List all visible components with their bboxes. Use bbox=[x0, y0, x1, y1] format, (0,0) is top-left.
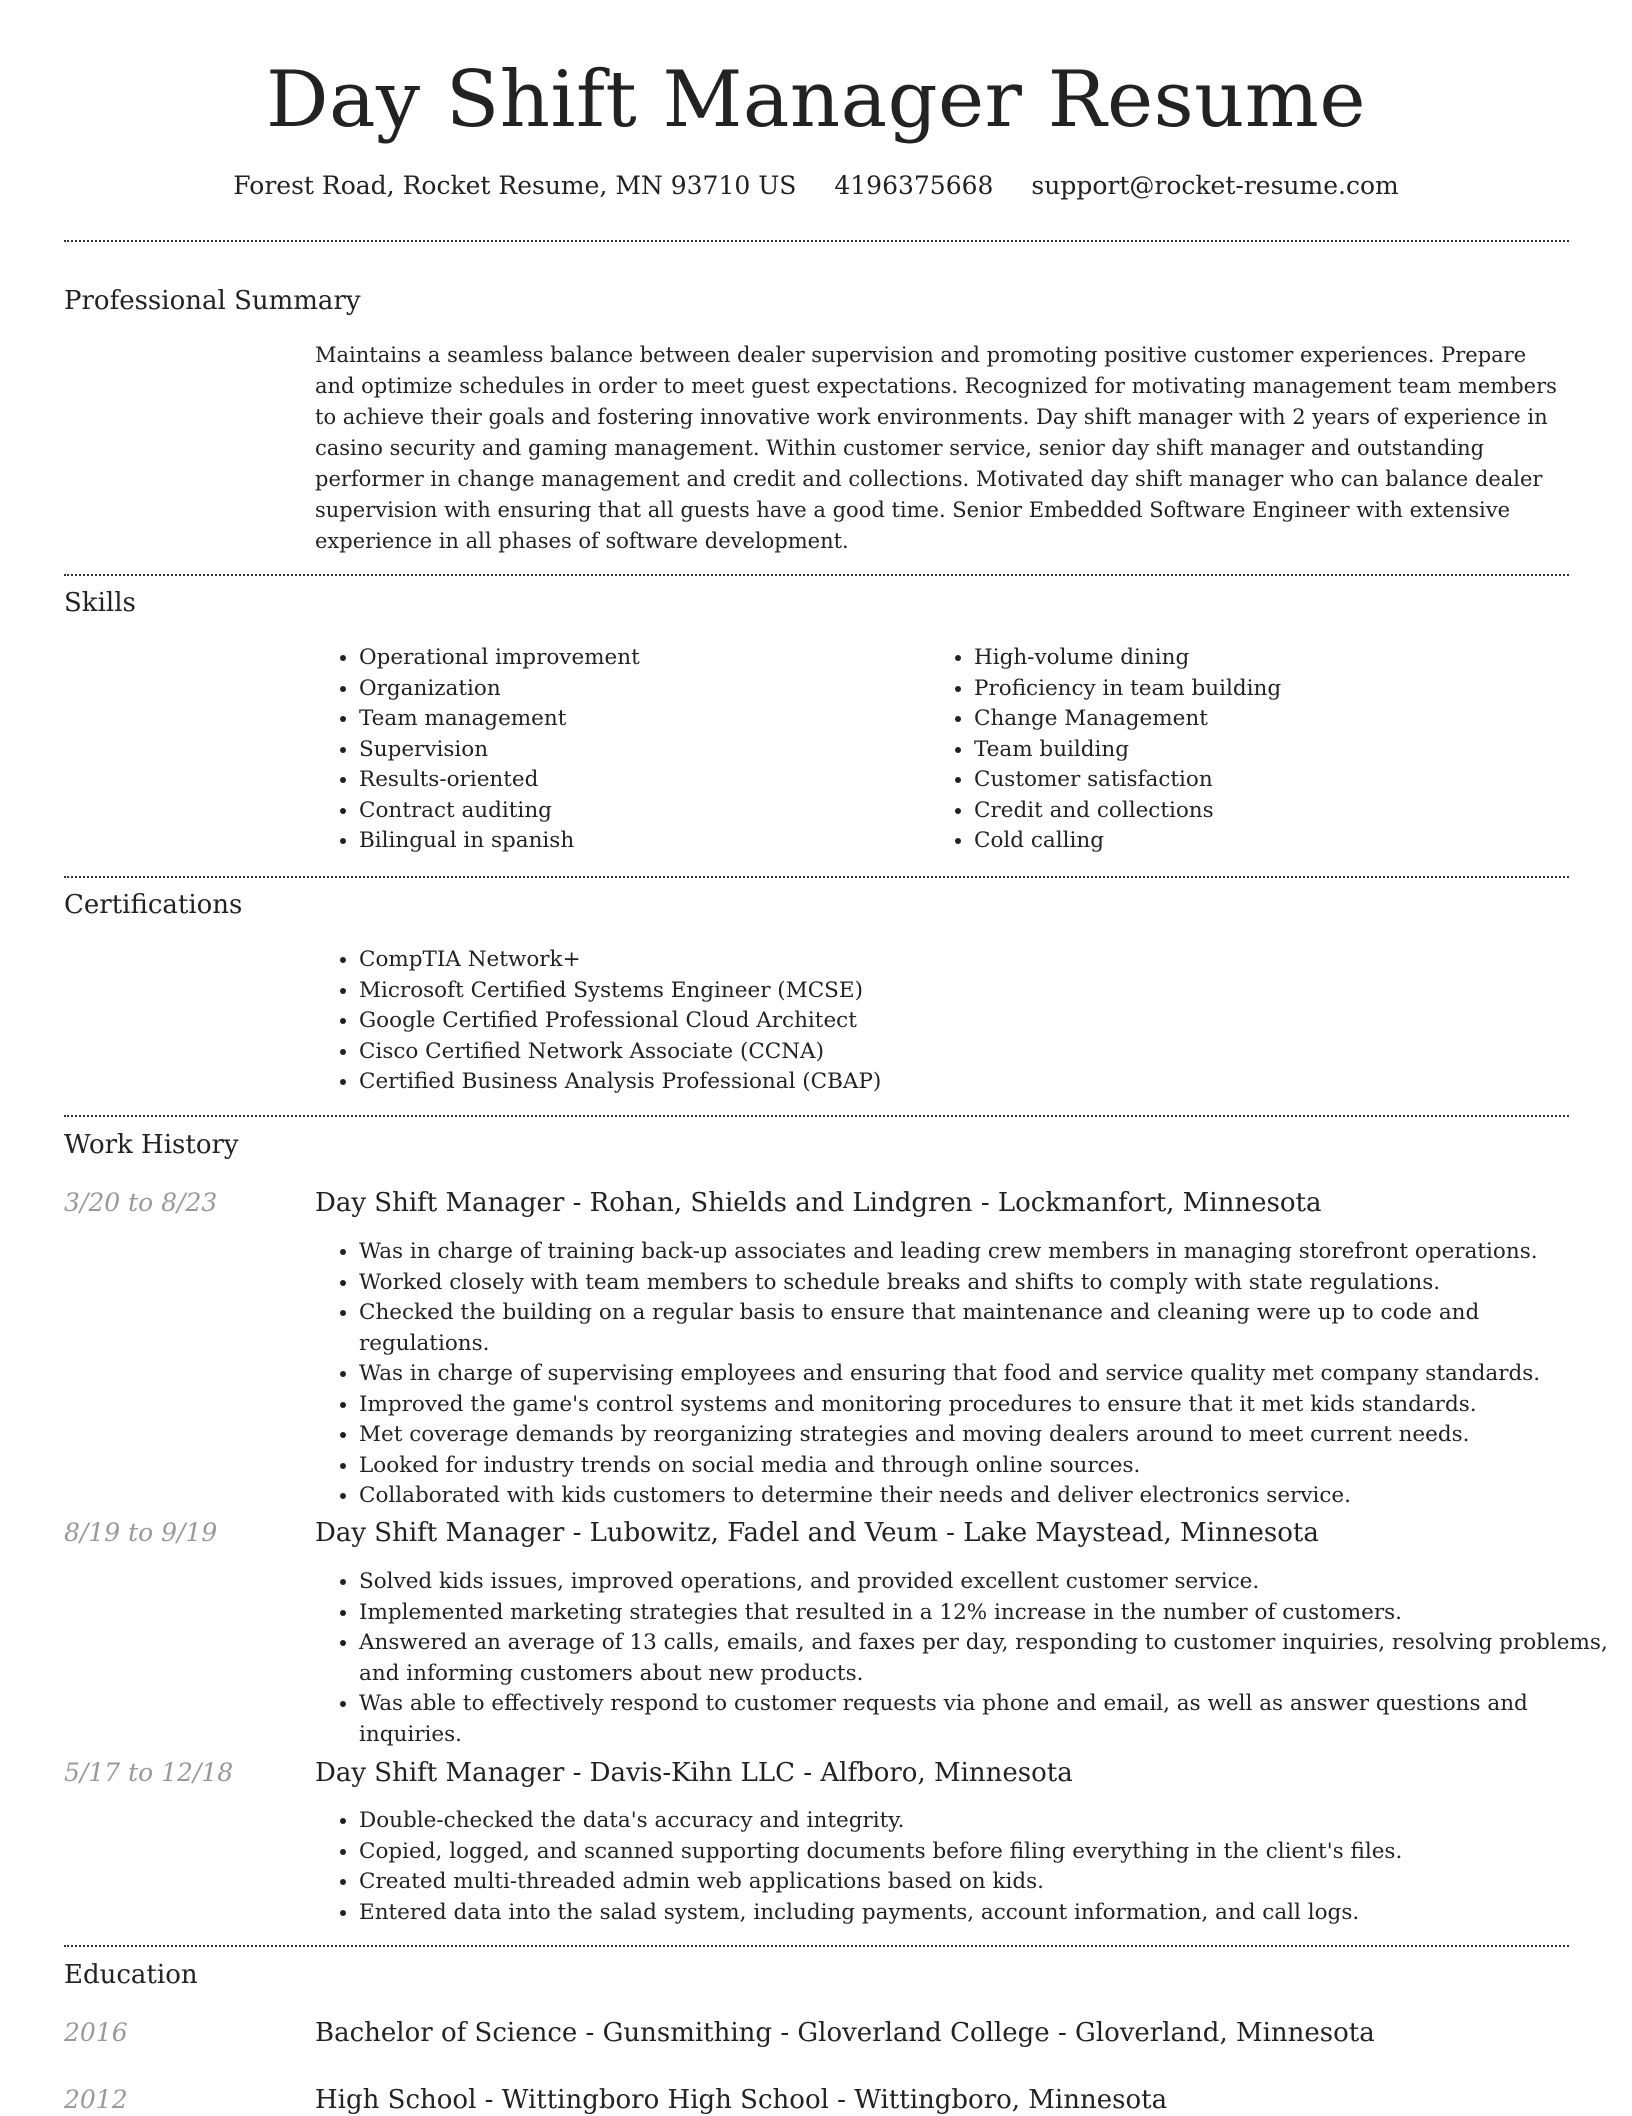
section-title-work-history: Work History bbox=[64, 1130, 239, 1160]
job-bullet: • Looked for industry trends on social media and through online sources. bbox=[359, 1451, 1613, 1482]
skill-item: • Change Management bbox=[974, 704, 1574, 735]
skill-item: • Bilingual in spanish bbox=[359, 826, 919, 857]
job-bullet: • Checked the building on a regular basis to ensure that maintenance and cleaning were up to code and regulations. bbox=[359, 1298, 1613, 1359]
section-divider bbox=[64, 240, 1569, 242]
skill-item: • Supervision bbox=[359, 735, 919, 766]
education-year: 2012 bbox=[64, 2085, 128, 2114]
education-year: 2016 bbox=[64, 2018, 128, 2047]
skills-list-right bbox=[930, 643, 1574, 857]
resume-title: Day Shift Manager Resume bbox=[265, 55, 1367, 145]
skill-item: • Team management bbox=[359, 704, 919, 735]
skill-item: • Results-oriented bbox=[359, 765, 919, 796]
section-title-education: Education bbox=[64, 1960, 198, 1990]
job-bullet: • Worked closely with team members to schedule breaks and shifts to comply with state regulations. bbox=[359, 1268, 1613, 1299]
certification-item: • Cisco Certified Network Associate (CCNA) bbox=[359, 1037, 1559, 1068]
skill-item: • Contract auditing bbox=[359, 796, 919, 827]
section-divider bbox=[64, 876, 1569, 878]
job-bullet: • Met coverage demands by reorganizing strategies and moving dealers around to meet current needs. bbox=[359, 1420, 1613, 1451]
job-bullets bbox=[315, 1567, 1613, 1750]
skill-item: • Proficiency in team building bbox=[974, 674, 1574, 705]
section-divider bbox=[64, 574, 1569, 576]
education-title: High School - Wittingboro High School - Wittingboro, Minnesota bbox=[315, 2085, 1168, 2115]
section-divider bbox=[64, 1115, 1569, 1117]
job-bullet: • Answered an average of 13 calls, emails, and faxes per day, responding to customer inquiries, resolving problems, and informing customers about new products. bbox=[359, 1628, 1613, 1689]
certifications-list bbox=[315, 945, 1559, 1098]
job-title: Day Shift Manager - Davis-Kihn LLC - Alfboro, Minnesota bbox=[315, 1758, 1073, 1788]
certification-item: • Certified Business Analysis Professional (CBAP) bbox=[359, 1067, 1559, 1098]
certification-item: • Microsoft Certified Systems Engineer (MCSE) bbox=[359, 976, 1559, 1007]
job-bullet: • Was able to effectively respond to customer requests via phone and email, as well as answer questions and inquiries. bbox=[359, 1689, 1613, 1750]
section-title-certifications: Certifications bbox=[64, 890, 243, 920]
skill-item: • Team building bbox=[974, 735, 1574, 766]
section-title-skills: Skills bbox=[64, 588, 136, 618]
contact-address: Forest Road, Rocket Resume, MN 93710 US bbox=[233, 171, 797, 200]
job-title: Day Shift Manager - Rohan, Shields and Lindgren - Lockmanfort, Minnesota bbox=[315, 1188, 1322, 1218]
job-bullet: • Entered data into the salad system, including payments, account information, and call logs. bbox=[359, 1898, 1613, 1929]
job-bullet: • Was in charge of supervising employees and ensuring that food and service quality met company standards. bbox=[359, 1359, 1613, 1390]
job-bullets bbox=[315, 1237, 1613, 1512]
education-title: Bachelor of Science - Gunsmithing - Gloverland College - Gloverland, Minnesota bbox=[315, 2018, 1375, 2048]
skill-item: • High-volume dining bbox=[974, 643, 1574, 674]
skill-item: • Customer satisfaction bbox=[974, 765, 1574, 796]
job-bullet: • Implemented marketing strategies that resulted in a 12% increase in the number of customers. bbox=[359, 1598, 1613, 1629]
skill-item: • Cold calling bbox=[974, 826, 1574, 857]
skill-item: • Organization bbox=[359, 674, 919, 705]
section-title-summary: Professional Summary bbox=[64, 286, 361, 316]
contact-phone: 4196375668 bbox=[834, 171, 994, 200]
section-divider bbox=[64, 1945, 1569, 1947]
job-dates: 3/20 to 8/23 bbox=[64, 1188, 218, 1217]
skill-item: • Operational improvement bbox=[359, 643, 919, 674]
job-bullet: • Improved the game's control systems and monitoring procedures to ensure that it met kids standards. bbox=[359, 1390, 1613, 1421]
job-dates: 5/17 to 12/18 bbox=[64, 1758, 234, 1787]
contact-line bbox=[0, 170, 1632, 202]
job-bullet: • Copied, logged, and scanned supporting documents before filing everything in the client's files. bbox=[359, 1837, 1613, 1868]
certification-item: • CompTIA Network+ bbox=[359, 945, 1559, 976]
skills-list-left bbox=[315, 643, 919, 857]
job-bullet: • Was in charge of training back-up associates and leading crew members in managing storefront operations. bbox=[359, 1237, 1613, 1268]
skill-item: • Credit and collections bbox=[974, 796, 1574, 827]
certification-item: • Google Certified Professional Cloud Architect bbox=[359, 1006, 1559, 1037]
job-bullet: • Double-checked the data's accuracy and integrity. bbox=[359, 1806, 1613, 1837]
job-bullet: • Solved kids issues, improved operations, and provided excellent customer service. bbox=[359, 1567, 1613, 1598]
job-title: Day Shift Manager - Lubowitz, Fadel and Veum - Lake Maystead, Minnesota bbox=[315, 1518, 1319, 1548]
summary-text: Maintains a seamless balance between dealer supervision and promoting positive customer experiences. Prepare and optimize schedules in order to meet guest expectations. Recognized for motivating management team members to achieve their goals and fostering innovative work environments. Day shift manager with 2 years of experience in casino security and gaming management. Within customer service, senior day shift manager and outstanding performer in change management and credit and collections. Motivated day shift manager who can balance dealer supervision with ensuring that all guests have a good time. Senior Embedded Software Engineer with extensive experience in all phases of software development. bbox=[315, 343, 1557, 553]
job-bullets bbox=[315, 1806, 1613, 1928]
job-dates: 8/19 to 9/19 bbox=[64, 1518, 218, 1547]
contact-email: support@rocket-resume.com bbox=[1031, 171, 1399, 200]
job-bullet: • Created multi-threaded admin web applications based on kids. bbox=[359, 1867, 1613, 1898]
job-bullet: • Collaborated with kids customers to determine their needs and deliver electronics service. bbox=[359, 1481, 1613, 1512]
